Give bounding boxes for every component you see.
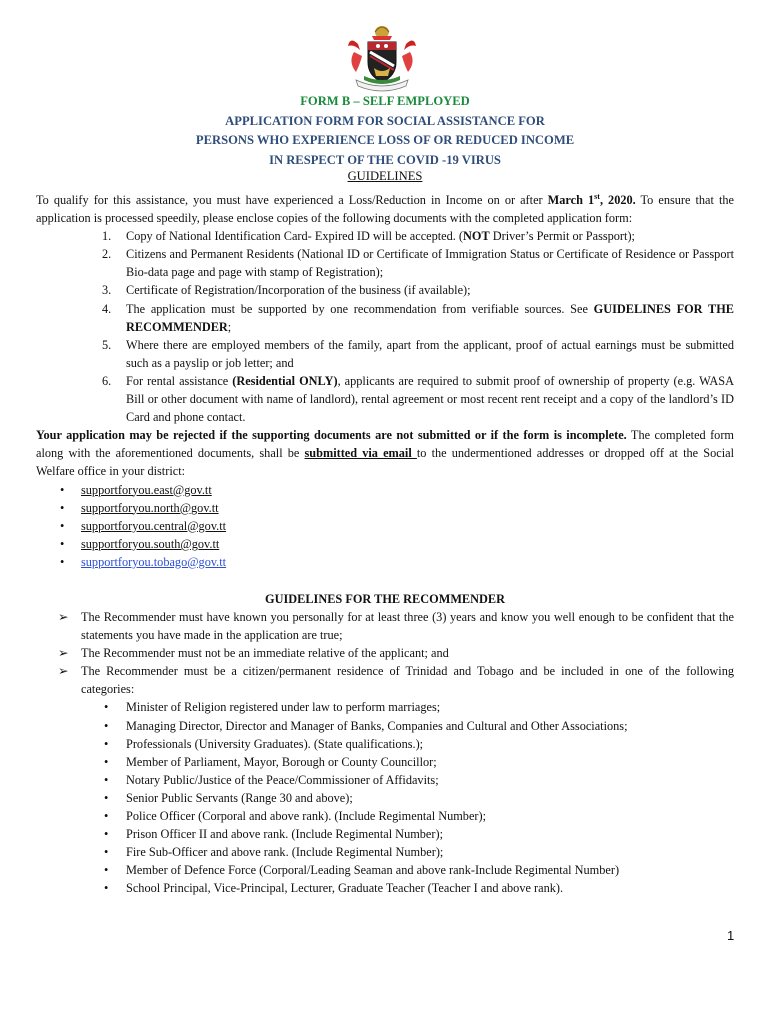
- document-number: 2.: [102, 247, 112, 262]
- category-text: Minister of Religion registered under law to perform marriages;: [126, 700, 441, 715]
- recommender-point: [36, 644, 734, 662]
- category-item: [36, 843, 734, 861]
- recommender-heading: GUIDELINES FOR THE RECOMMENDER: [265, 592, 505, 606]
- page-number: 1: [727, 928, 735, 943]
- category-item: [36, 861, 734, 879]
- intro-text: To qualify for this assistance, you must have experienced a Loss/Reduction in Income on or after: [36, 193, 548, 207]
- intro-date-year: , 2020.: [599, 193, 636, 207]
- category-item: [36, 753, 734, 771]
- bullet-icon: •: [104, 845, 109, 860]
- category-text: Fire Sub-Officer and above rank. (Include Regimental Number);: [126, 845, 444, 860]
- coat-of-arms-icon: [344, 22, 420, 92]
- title-line-3: IN RESPECT OF THE COVID -19 VIRUS: [269, 152, 501, 167]
- body-text: [36, 191, 734, 571]
- category-item: [36, 698, 734, 716]
- document-text-end: ;: [227, 319, 232, 334]
- document-number: 3.: [102, 283, 112, 298]
- document-text: Certificate of Registration/Incorporation of the business (if available);: [126, 283, 471, 298]
- title-line-1: APPLICATION FORM FOR SOCIAL ASSISTANCE FOR: [225, 113, 545, 128]
- arrow-bullet-icon: ➢: [58, 646, 69, 661]
- document-item: [36, 372, 734, 426]
- email-link[interactable]: supportforyou.tobago@gov.tt: [81, 554, 227, 569]
- bullet-icon: •: [104, 736, 109, 751]
- document-text: Citizens and Permanent Residents (National ID or Certificate of Immigration Status or Certificate of Residence or Passport Bio-data page and page with stamp of Registration);: [126, 247, 734, 280]
- email-link[interactable]: supportforyou.south@gov.tt: [81, 536, 220, 551]
- document-bold: NOT: [463, 229, 490, 244]
- document-item: [36, 336, 734, 372]
- title-line-2: PERSONS WHO EXPERIENCE LOSS OF OR REDUCED INCOME: [195, 133, 575, 147]
- intro-text-2: To ensure that the application is processed speedily, please enclose copies of the following documents with the completed application form:: [36, 193, 734, 226]
- bullet-icon: •: [104, 863, 109, 878]
- email-link[interactable]: supportforyou.east@gov.tt: [81, 482, 212, 497]
- recommender-point-text: The Recommender must have known you personally for at least three (3) years and know you well enough to be confident that the statements you have made in the application are true;: [81, 610, 734, 643]
- document-text: For rental assistance: [126, 373, 233, 388]
- bullet-icon: •: [104, 881, 109, 896]
- document-item: [36, 245, 734, 281]
- document-text: Where there are employed members of the family, apart from the applicant, proof of actual earnings must be submitted such as a payslip or job letter; and: [126, 337, 734, 370]
- category-text: Senior Public Servants (Range 30 and above);: [126, 790, 353, 805]
- email-list-item: [36, 553, 734, 571]
- email-list-item: [36, 481, 734, 499]
- warning-text-end: to the undermentioned addresses or dropped off at the Social Welfare office in your district:: [36, 446, 734, 479]
- bullet-icon: •: [60, 554, 65, 569]
- bullet-icon: •: [60, 500, 65, 515]
- intro-date: March 1: [547, 193, 595, 207]
- category-item: [36, 735, 734, 753]
- document-bold: (Residential ONLY): [232, 373, 338, 388]
- category-item: [36, 879, 734, 897]
- category-text: Professionals (University Graduates). (State qualifications.);: [126, 736, 424, 751]
- categories-wrapper: [36, 698, 734, 897]
- category-text: Member of Parliament, Mayor, Borough or County Councillor;: [126, 754, 437, 769]
- category-item: [36, 789, 734, 807]
- warning-bold: Your application may be rejected if the supporting documents are not submitted or if the form is incomplete.: [36, 428, 627, 443]
- bullet-icon: •: [60, 536, 65, 551]
- email-list: [36, 481, 734, 571]
- recommender-point-text: The Recommender must be a citizen/permanent residence of Trinidad and Tobago and be included in one of the following categories:: [81, 664, 734, 697]
- recommender-guidelines: [36, 608, 734, 898]
- bullet-icon: •: [104, 809, 109, 824]
- document-item: [36, 300, 734, 336]
- category-text: Member of Defence Force (Corporal/Leading Seaman and above rank-Include Regimental Number): [126, 863, 620, 878]
- document-item: [36, 281, 734, 299]
- form-title-block: [0, 92, 770, 170]
- intro-date-suffix: st: [594, 191, 600, 201]
- recommender-point: [36, 662, 734, 698]
- document-bold: GUIDELINES FOR THE RECOMMENDER: [126, 301, 734, 334]
- category-item: [36, 771, 734, 789]
- category-text: School Principal, Vice-Principal, Lecturer, Graduate Teacher (Teacher I and above rank).: [126, 881, 564, 896]
- bullet-icon: •: [104, 754, 109, 769]
- warning-paragraph: [36, 426, 734, 480]
- bullet-icon: •: [104, 700, 109, 715]
- recommender-point: [36, 608, 734, 644]
- documents-list: [36, 227, 734, 426]
- document-number: 5.: [102, 337, 112, 352]
- document-text-end: Driver’s Permit or Passport);: [489, 229, 635, 244]
- form-title: FORM B – SELF EMPLOYED: [300, 94, 470, 108]
- email-list-item: [36, 517, 734, 535]
- category-text: Managing Director, Director and Manager of Banks, Companies and Cultural and Other Associations;: [126, 718, 628, 733]
- arrow-bullet-icon: ➢: [58, 664, 69, 679]
- intro-paragraph: [36, 191, 734, 227]
- recommender-points: [36, 608, 734, 898]
- recommender-categories: [36, 698, 734, 897]
- email-link[interactable]: supportforyou.central@gov.tt: [81, 518, 227, 533]
- bullet-icon: •: [104, 827, 109, 842]
- recommender-point-text: The Recommender must not be an immediate relative of the applicant; and: [81, 646, 449, 661]
- warning-text: The completed form along with the aforementioned documents, shall be: [36, 428, 734, 461]
- arrow-bullet-icon: ➢: [58, 610, 69, 624]
- document-text: The application must be supported by one recommendation from verifiable sources. See: [126, 301, 594, 316]
- document-number: 4.: [102, 301, 112, 316]
- bullet-icon: •: [60, 482, 65, 497]
- email-list-item: [36, 499, 734, 517]
- document-text: Copy of National Identification Card- Expired ID will be accepted. (: [126, 229, 464, 244]
- email-link[interactable]: supportforyou.north@gov.tt: [81, 500, 219, 515]
- document-item: [36, 227, 734, 245]
- category-text: Police Officer (Corporal and above rank). (Include Regimental Number);: [126, 809, 487, 824]
- email-list-item: [36, 535, 734, 553]
- bullet-icon: •: [104, 718, 109, 733]
- document-number: 6.: [102, 373, 112, 388]
- category-text: Prison Officer II and above rank. (Include Regimental Number);: [126, 827, 443, 842]
- category-item: [36, 807, 734, 825]
- category-text: Notary Public/Justice of the Peace/Commissioner of Affidavits;: [126, 772, 439, 787]
- document-number: 1.: [102, 229, 112, 244]
- bullet-icon: •: [104, 772, 109, 787]
- bullet-icon: •: [60, 518, 65, 533]
- submit-via-email: submitted via email: [304, 446, 417, 461]
- bullet-icon: •: [104, 790, 109, 805]
- category-item: [36, 717, 734, 735]
- document-text-end: , applicants are required to submit proof of ownership of property (e.g. WASA Bill or other document with name of landlord), rental agreement or most recent rent receipt and a copy of the landlord’s ID Card and phone contact.: [126, 373, 735, 425]
- guidelines-heading: GUIDELINES: [347, 169, 423, 183]
- category-item: [36, 825, 734, 843]
